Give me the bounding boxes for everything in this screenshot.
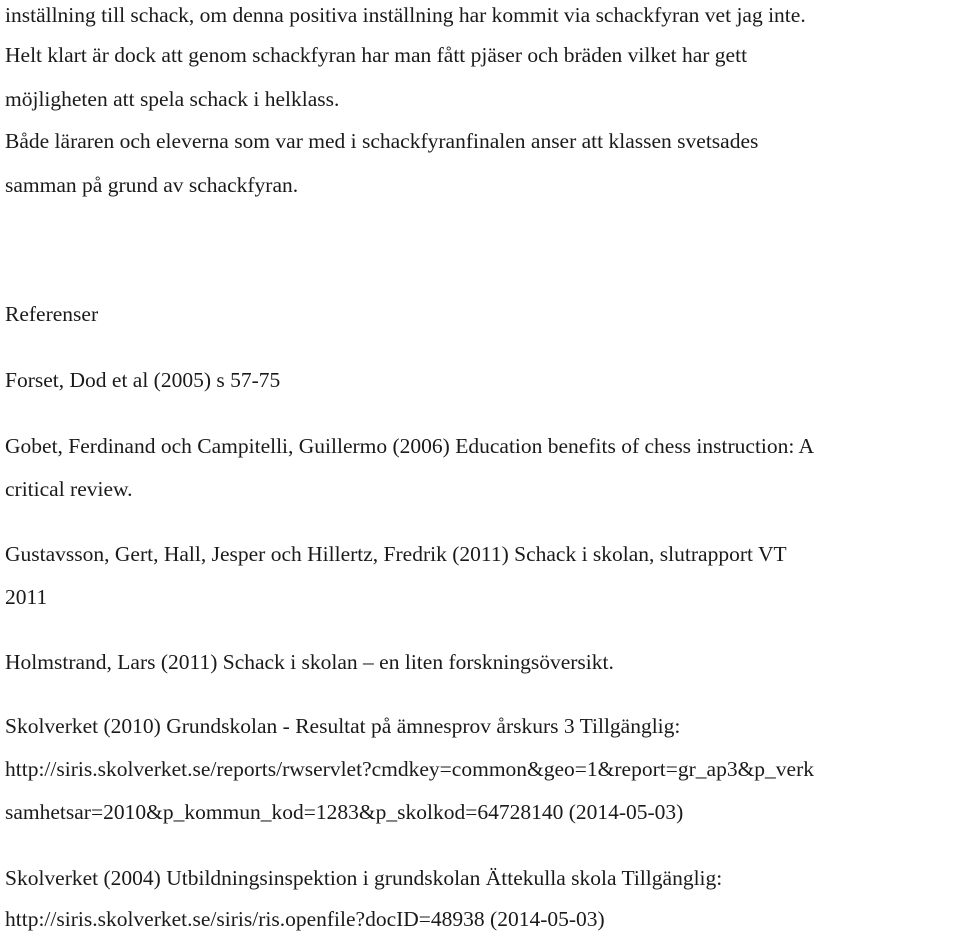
body-text-line: Helt klart är dock att genom schackfyran har man fått pjäser och bräden vilket har gett [5,43,748,67]
reference-entry-line: 2011 [5,585,48,609]
reference-entry-line: Forset, Dod et al (2005) s 57-75 [5,368,281,392]
reference-entry-line: critical review. [5,477,133,501]
reference-entry-line: Holmstrand, Lars (2011) Schack i skolan – en liten forskningsöversikt. [5,650,614,674]
body-text-line: möjligheten att spela schack i helklass. [5,87,340,111]
reference-url: samhetsar=2010&p_kommun_kod=1283&p_skolkod=64728140 (2014-05-03) [5,800,684,824]
reference-entry-line: Skolverket (2004) Utbildningsinspektion i grundskolan Ättekulla skola Tillgänglig: [5,866,723,890]
body-text-line: inställning till schack, om denna positiva inställning har kommit via schackfyran vet jag inte. [5,3,806,27]
references-heading: Referenser [5,302,99,326]
reference-entry-line: Skolverket (2010) Grundskolan - Resultat på ämnesprov årskurs 3 Tillgänglig: [5,714,681,738]
reference-entry-line: Gobet, Ferdinand och Campitelli, Guillermo (2006) Education benefits of chess instruction: A [5,434,815,458]
body-text-line: Både läraren och eleverna som var med i schackfyranfinalen anser att klassen svetsades [5,129,759,153]
reference-entry-line: Gustavsson, Gert, Hall, Jesper och Hillertz, Fredrik (2011) Schack i skolan, slutrapport VT [5,542,787,566]
body-text-line: samman på grund av schackfyran. [5,173,299,197]
reference-url: http://siris.skolverket.se/reports/rwservlet?cmdkey=common&geo=1&report=gr_ap3&p_verk [5,757,814,781]
reference-url: http://siris.skolverket.se/siris/ris.openfile?docID=48938 (2014-05-03) [5,907,605,931]
